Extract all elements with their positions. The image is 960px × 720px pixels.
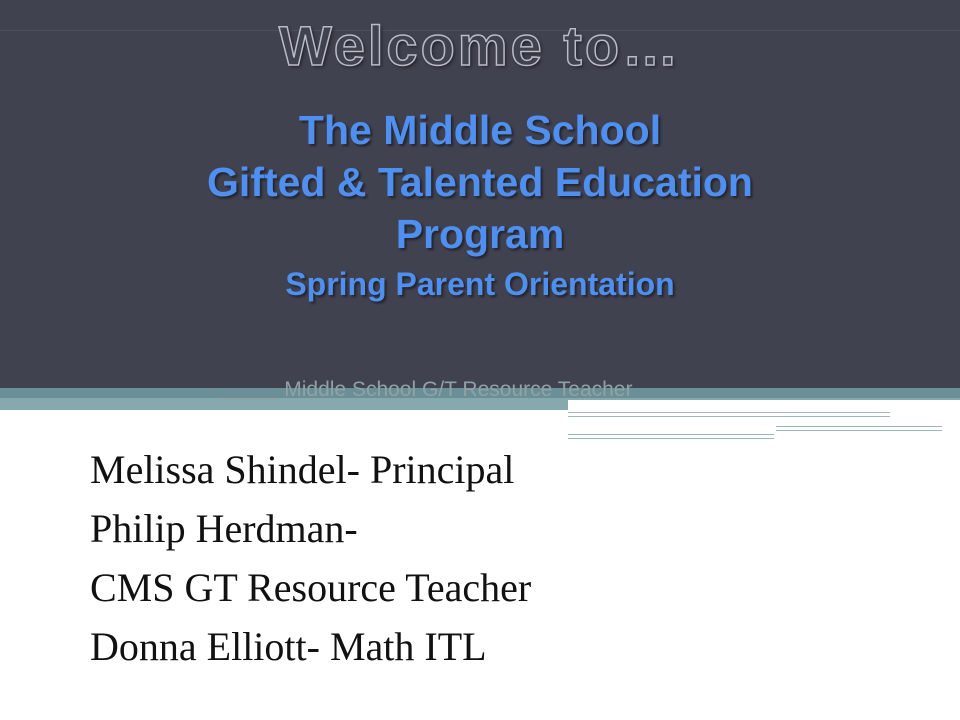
decorative-line	[776, 426, 942, 427]
decorative-line	[776, 430, 942, 431]
subtitle-line: The Middle School	[298, 107, 662, 153]
obscured-subtitle-text: Middle School G/T Resource Teacher	[278, 378, 633, 401]
staff-item: CMS GT Resource Teacher	[90, 565, 532, 610]
decorative-line	[568, 438, 774, 439]
subtitle-line: Gifted & Talented Education	[207, 159, 753, 205]
staff-item: Melissa Shindel- Principal	[90, 447, 515, 492]
decorative-line	[568, 416, 890, 417]
slide-title: Welcome to…	[278, 14, 682, 77]
decorative-line	[568, 434, 774, 435]
blank-field: _____	[220, 378, 279, 401]
staff-list	[90, 440, 531, 676]
obscured-subtitle	[220, 376, 632, 404]
subtitle-line: Program	[395, 211, 565, 257]
decorative-line	[568, 412, 890, 413]
subtitle-event: Spring Parent Orientation	[285, 266, 675, 302]
staff-item: Philip Herdman-	[90, 506, 358, 551]
staff-item: Donna Elliott- Math ITL	[90, 624, 487, 669]
